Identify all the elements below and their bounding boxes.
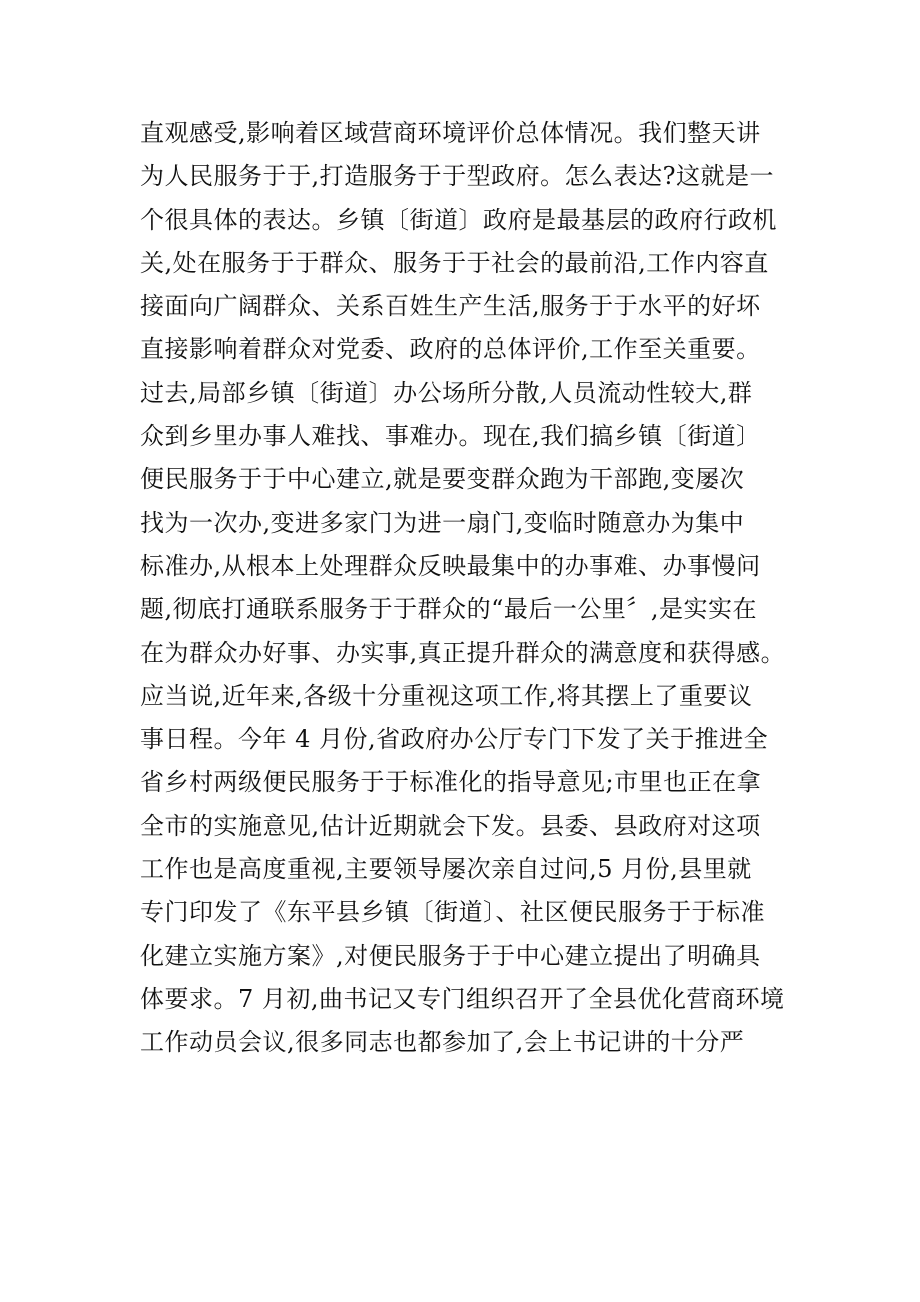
text-line: 接面向广阔群众、关系百姓生产生活,服务于于水平的好坏 <box>140 292 761 321</box>
document-body <box>140 112 800 1065</box>
text-line: 直接影响着群众对党委、政府的总体评价,工作至关重要。 <box>140 335 761 364</box>
text-line: 便民服务于于中心建立,就是要变群众跑为干部跑,变屡次 <box>140 465 745 494</box>
text-line: 化建立实施方案》,对便民服务于于中心建立提出了明确具 <box>140 941 761 970</box>
text-line: 题,彻底打通联系服务于于群众的“最后一公里〞,是实实在 <box>140 595 758 624</box>
text-line: 直观感受,影响着区域营商环境评价总体情况。我们整天讲 <box>140 119 761 147</box>
text-line: 关,处在服务于于群众、服务于于社会的最前沿,工作内容直 <box>140 248 769 277</box>
text-line: 专门印发了《东平县乡镇〔街道〕、社区便民服务于于标准 <box>140 898 765 927</box>
text-line: 工作动员会议,很多同志也都参加了,会上书记讲的十分严 <box>140 1028 745 1057</box>
text-line: 在为群众办好事、办实事,真正提升群众的满意度和获得感。 <box>140 638 786 667</box>
text-line: 众到乡里办事人难找、事难办。现在,我们搞乡镇〔街道〕 <box>140 422 761 451</box>
text-line: 体要求。7 月初,曲书记又专门组织召开了全县优化营商环境 <box>140 984 785 1013</box>
text-line: 全市的实施意见,估计近期就会下发。县委、县政府对这项 <box>140 811 761 840</box>
text-line: 标准办,从根本上处理群众反映最集中的办事难、办事慢问 <box>140 551 761 580</box>
text-line: 事日程。今年 4 月份,省政府办公厅专门下发了关于推进全 <box>140 725 769 754</box>
text-line: 过去,局部乡镇〔街道〕办公场所分散,人员流动性较大,群 <box>140 378 753 407</box>
text-line: 找为一次办,变进多家门为进一扇门,变临时随意办为集中 <box>140 508 745 537</box>
text-line: 个很具体的表达。乡镇〔街道〕政府是最基层的政府行政机 <box>140 205 777 234</box>
text-line: 工作也是高度重视,主要领导屡次亲自过问,5 月份,县里就 <box>140 855 752 884</box>
text-line: 应当说,近年来,各级十分重视这项工作,将其摆上了重要议 <box>140 681 753 710</box>
text-line: 省乡村两级便民服务于于标准化的指导意见;市里也正在拿 <box>140 768 762 797</box>
text-line: 为人民服务于于,打造服务于于型政府。怎么表达?这就是一 <box>140 162 774 191</box>
